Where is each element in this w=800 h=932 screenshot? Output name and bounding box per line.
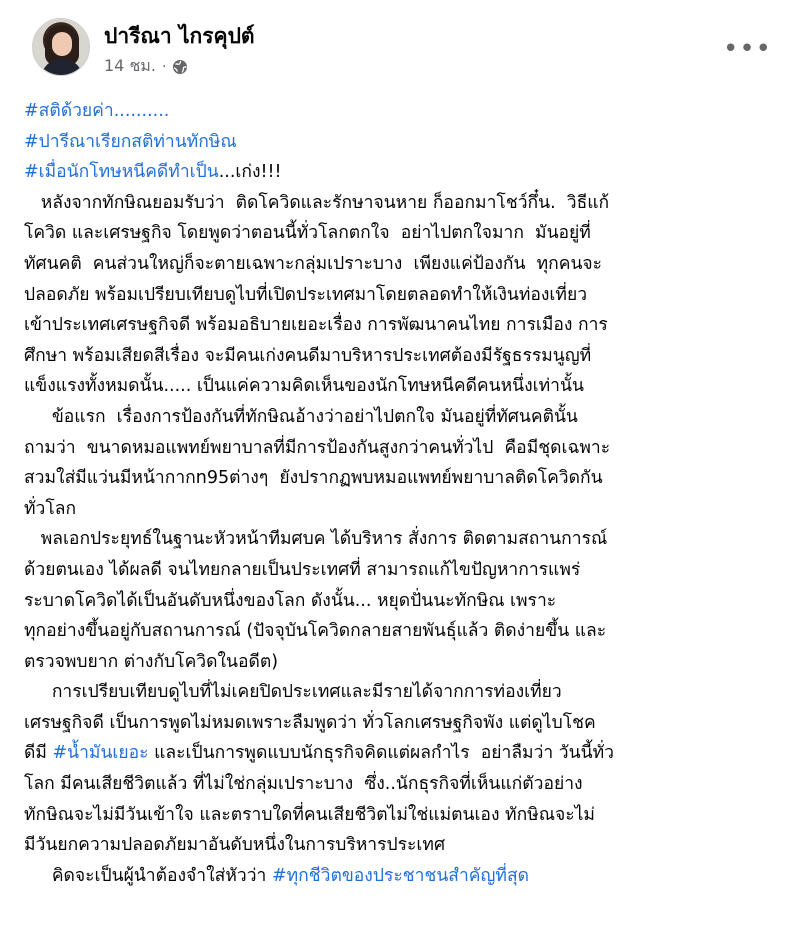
- hashtag-line: [24, 96, 784, 127]
- text-line: ทัศนคติ คนส่วนใหญ่ก็จะตายเฉพาะกลุ่มเปราะบาง เพียงแค่ป้องกัน ทุกคนจะ: [24, 253, 603, 274]
- hashtag-link[interactable]: #ทุกชีวิตของประชาชนสำคัญที่สุด: [271, 865, 529, 886]
- text-line: เข้าประเทศเศรษฐกิจดี พร้อมอธิบายเยอะเรื่อง การพัฒนาคนไทย การเมือง การ: [24, 315, 608, 336]
- text-line: ปลอดภัย พร้อมเปรียบเทียบดูไบที่เปิดประเทศมาโดยตลอดทำให้เงินท่องเที่ยว: [24, 284, 588, 305]
- text-line: แข็งแรงทั้งหมดนั้น..... เป็นแค่ความคิดเห็นของนักโทษหนีคดีคนหนึ่งเท่านั้น: [24, 376, 584, 397]
- post-header: [32, 14, 782, 84]
- hashtag-line: [24, 127, 784, 158]
- text-line: [24, 738, 784, 769]
- hashtag-link[interactable]: #น้ำมันเยอะ: [52, 743, 149, 764]
- text-line: หลังจากทักษิณยอมรับว่า ติดโควิดและรักษาจนหาย ก็ออกมาโชว์กึ๋น. วิธีแก้: [24, 192, 610, 213]
- text-line: เศรษฐกิจดี เป็นการพูดไม่หมดเพราะลืมพูดว่า ทั่วโลกเศรษฐกิจพัง แต่ดูไบโชค: [24, 712, 596, 733]
- hashtag-line: [24, 157, 784, 188]
- text-line: การเปรียบเทียบดูไบที่ไม่เคยปิดประเทศและมีรายได้จากการท่องเที่ยว: [24, 682, 562, 703]
- meta-separator: ·: [161, 58, 167, 75]
- text-line: ทุกอย่างขึ้นอยู่กับสถานการณ์ (ปัจจุบันโควิดกลายสายพันธุ์แล้ว ติดง่ายขึ้น และ: [24, 621, 607, 642]
- more-options-icon[interactable]: •••: [722, 34, 772, 64]
- author-avatar[interactable]: [32, 18, 90, 76]
- text-line: ทั่วโลก: [24, 498, 77, 519]
- text-line: ข้อแรก เรื่องการป้องกันที่ทักษิณอ้างว่าอย่าไปตกใจ มันอยู่ที่ทัศนคตินั้น: [24, 406, 578, 427]
- text-line: สวมใส่มีแว่นมีหน้ากากn95ต่างๆ ยังปรากฏพบหมอแพทย์พยาบาลติดโควิดกัน: [24, 468, 603, 489]
- text-line: พลเอกประยุทธ์ในฐานะหัวหน้าทีมศบค ได้บริหาร สั่งการ ติดตามสถานการณ์: [24, 529, 608, 550]
- post-content: [24, 96, 784, 891]
- hashtag-link[interactable]: #สติด้วยค่า..........: [24, 101, 170, 121]
- text-line: ด้วยตนเอง ได้ผลดี จนไทยกลายเป็นประเทศที่ สามารถแก้ไขปัญหาการแพร่: [24, 559, 581, 580]
- author-name[interactable]: ปารีณา ไกรคุปต์: [104, 24, 255, 48]
- avatar-face: [52, 32, 72, 56]
- text-line: ระบาดโควิดได้เป็นอันดับหนึ่งของโลก ดังนั้น... หยุดปั่นนะทักษิณ เพราะ: [24, 590, 557, 611]
- text-line: โควิด และเศรษฐกิจ โดยพูดว่าตอนนี้ทั่วโลกตกใจ อย่าไปตกใจมาก มันอยู่ที่: [24, 223, 591, 244]
- text-fragment: ดีมี: [24, 743, 53, 764]
- text-fragment: ...เก่ง!!!: [218, 162, 282, 183]
- post-time[interactable]: 14 ชม.: [104, 56, 156, 75]
- globe-icon[interactable]: [172, 59, 188, 75]
- text-fragment: คิดจะเป็นผู้นำต้องจำใส่หัวว่า: [24, 865, 272, 886]
- text-line: มีวันยกความปลอดภัยมาอันดับหนึ่งในการบริหารประเทศ: [24, 835, 446, 856]
- text-line: [24, 861, 784, 892]
- hashtag-link[interactable]: #เมื่อนักโทษหนีคดีทำเป็น: [24, 162, 219, 183]
- post-meta: [104, 54, 188, 79]
- text-line: โลก มีคนเสียชีวิตแล้ว ที่ไม่ใช่กลุ่มเปราะบาง ซึ่ง..นักธุรกิจที่เห็นแก่ตัวอย่าง: [24, 774, 583, 795]
- text-line: ศึกษา พร้อมเสียดสีเรื่อง จะมีคนเก่งคนดีมาบริหารประเทศต้องมีรัฐธรรมนูญที่: [24, 345, 592, 366]
- text-line: ตรวจพบยาก ต่างกับโควิดในอดีต): [24, 651, 279, 672]
- hashtag-link[interactable]: #ปารีณาเรียกสติท่านทักษิณ: [24, 131, 237, 152]
- text-line: ถามว่า ขนาดหมอแพทย์พยาบาลที่มีการป้องกันสูงกว่าคนทั่วไป คือมีชุดเฉพาะ: [24, 437, 611, 458]
- text-fragment: และเป็นการพูดแบบนักธุรกิจคิดแต่ผลกำไร อย่าลืมว่า วันนี้ทั่ว: [148, 743, 614, 764]
- text-line: ทักษิณจะไม่มีวันเข้าใจ และตราบใดที่คนเสียชีวิตไม่ใช่แม่ตนเอง ทักษิณจะไม่: [24, 804, 595, 825]
